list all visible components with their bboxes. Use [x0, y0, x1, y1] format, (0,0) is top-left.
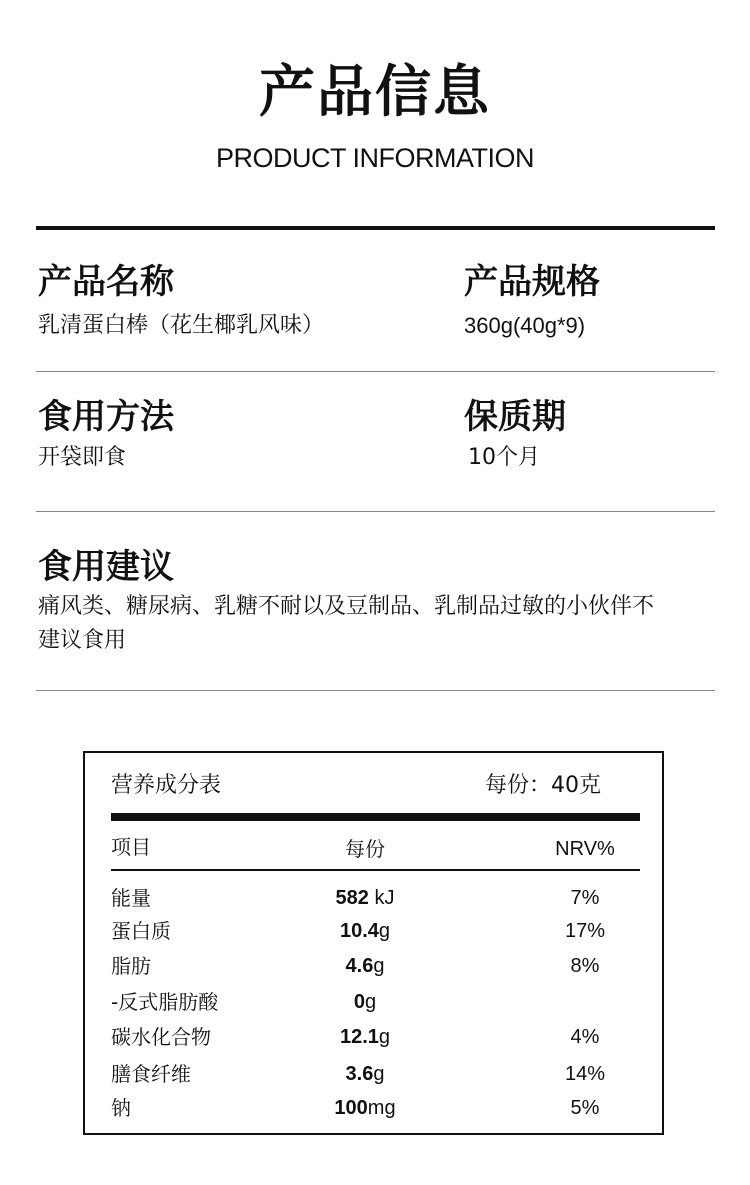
col-header-per-serving: 每份: [345, 837, 385, 861]
col-header-nrv: NRV%: [555, 838, 615, 860]
table-row: [85, 986, 662, 1018]
table-row: [85, 1021, 662, 1053]
nutrient-nrv: 8%: [570, 955, 600, 977]
table-row: [85, 950, 662, 982]
nutrient-amount: 100mg: [334, 1097, 396, 1119]
product-spec-value: 360g(40g*9): [464, 313, 586, 338]
table-row: [85, 915, 662, 947]
nutrient-name: -反式脂肪酸: [111, 990, 219, 1014]
nutrient-name: 膳食纤维: [111, 1062, 191, 1086]
header-divider: [36, 226, 715, 230]
product-name-label: 产品名称: [38, 262, 174, 302]
nutrient-amount: 582 kJ: [335, 887, 395, 909]
nutrition-header-rule: [111, 869, 640, 871]
advice-text-line2: 建议食用: [38, 628, 127, 653]
shelf-life-value: 10个月: [468, 445, 540, 470]
nutrient-nrv: 5%: [570, 1097, 600, 1119]
page-title: 产品信息: [259, 60, 491, 125]
nutrient-amount: 0g: [353, 991, 377, 1013]
nutrient-amount: 3.6g: [345, 1063, 385, 1085]
nutrient-name: 能量: [111, 886, 151, 910]
product-spec-label: 产品规格: [464, 262, 600, 302]
nutrient-nrv: 4%: [570, 1026, 600, 1048]
section-divider: [36, 371, 715, 372]
product-name-value: 乳清蛋白棒（花生椰乳风味）: [38, 313, 325, 338]
nutrient-amount: 12.1g: [339, 1026, 391, 1048]
nutrient-nrv: 14%: [564, 1063, 606, 1085]
table-row: [85, 882, 662, 914]
nutrient-name: 钠: [111, 1096, 131, 1120]
advice-text-line1: 痛风类、糖尿病、乳糖不耐以及豆制品、乳制品过敏的小伙伴不: [38, 594, 655, 619]
shelf-life-label: 保质期: [464, 397, 566, 437]
page-subtitle: PRODUCT INFORMATION: [216, 143, 534, 173]
nutrition-thick-bar: [111, 813, 640, 821]
usage-value: 开袋即食: [38, 445, 127, 470]
col-header-item: 项目: [111, 835, 151, 859]
nutrient-amount: 10.4g: [339, 920, 391, 942]
advice-label: 食用建议: [38, 547, 174, 587]
serving-size: 每份：40克: [485, 773, 601, 798]
nutrient-name: 脂肪: [111, 954, 151, 978]
nutrient-name: 碳水化合物: [111, 1025, 211, 1049]
table-row: [85, 1092, 662, 1124]
section-divider: [36, 690, 715, 691]
nutrition-table: [83, 751, 664, 1135]
usage-label: 食用方法: [38, 397, 174, 437]
section-divider: [36, 511, 715, 512]
nutrient-nrv: 17%: [564, 920, 606, 942]
nutrient-amount: 4.6g: [345, 955, 385, 977]
nutrient-nrv: 7%: [570, 887, 600, 909]
table-row: [85, 1058, 662, 1090]
nutrient-name: 蛋白质: [111, 919, 171, 943]
nutrition-title: 营养成分表: [111, 773, 222, 798]
